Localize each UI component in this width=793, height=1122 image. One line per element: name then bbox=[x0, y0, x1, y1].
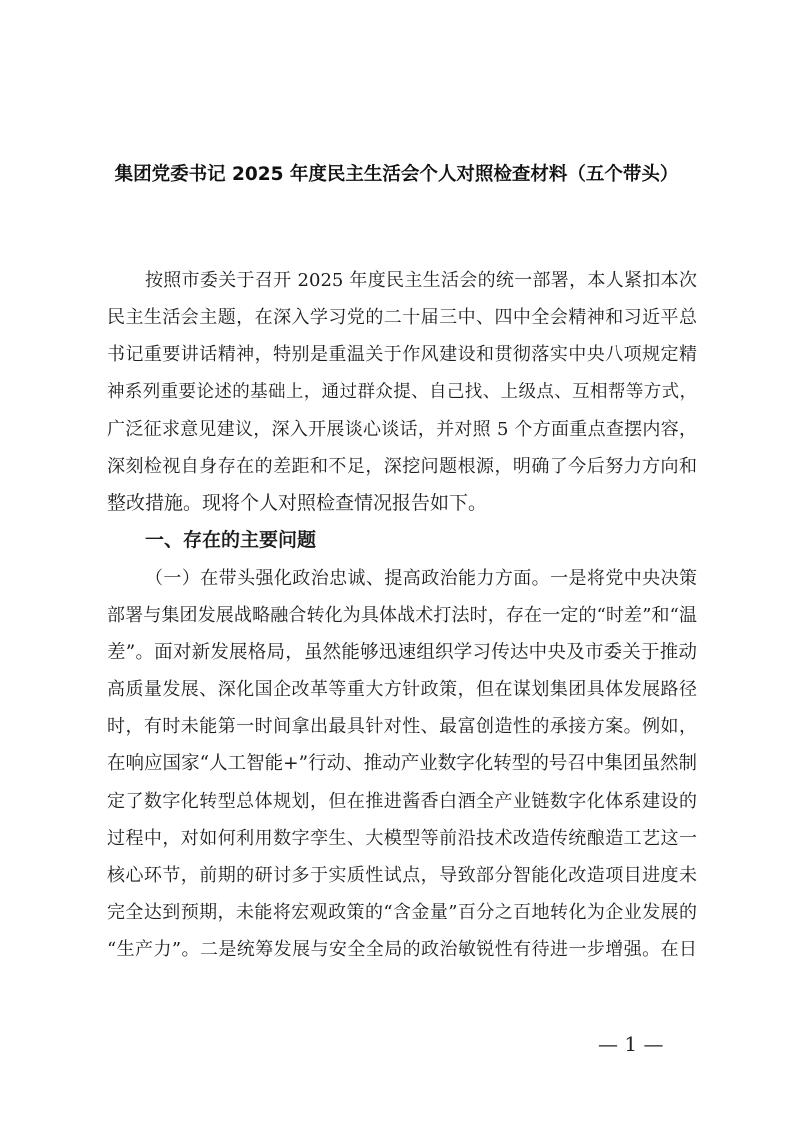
paragraph-line: 按照市委关于召开 2025 年度民主生活会的统一部署，本人紧扣本次 bbox=[145, 270, 697, 291]
paragraph-line: 过程中，对如何利用数字孪生、大模型等前沿技术改造传统酿造工艺这一 bbox=[107, 827, 697, 849]
paragraph-line: 深刻检视自身存在的差距和不足，深挖问题根源，明确了今后努力方向和 bbox=[107, 455, 697, 477]
paragraph-line: 完全达到预期，未能将宏观政策的“含金量”百分之百地转化为企业发展的 bbox=[107, 902, 697, 924]
paragraph-line: 部署与集团发展战略融合转化为具体战术打法时，存在一定的“时差”和“温 bbox=[107, 604, 697, 626]
paragraph-line: 整改措施。现将个人对照检查情况报告如下。 bbox=[107, 492, 488, 515]
paragraph-line: （一）在带头强化政治忠诚、提高政治能力方面。一是将党中央决策 bbox=[145, 567, 697, 589]
paragraph-line: 广泛征求意见建议，深入开展谈心谈话，并对照 5 个方面重点查摆内容， bbox=[107, 418, 697, 440]
paragraph-line: 书记重要讲话精神，特别是重温关于作风建设和贯彻落实中央八项规定精 bbox=[107, 344, 697, 366]
paragraph-line: 核心环节，前期的研讨多于实质性试点，导致部分智能化改造项目进度未 bbox=[107, 865, 697, 886]
document-body bbox=[107, 262, 697, 969]
paragraph-line: 高质量发展、深化国企改革等重大方针政策，但在谋划集团具体发展路径 bbox=[107, 679, 697, 701]
paragraph-line: “生产力”。二是统筹发展与安全全局的政治敏锐性有待进一步增强。在日 bbox=[107, 939, 697, 961]
paragraph-line: 在响应国家“人工智能+”行动、推动产业数字化转型的号召中集团虽然制 bbox=[107, 753, 697, 775]
paragraph-line: 差”。面对新发展格局，虽然能够迅速组织学习传达中央及市委关于推动 bbox=[107, 641, 697, 663]
paragraph-line: 定了数字化转型总体规划，但在推进酱香白酒全产业链数字化体系建设的 bbox=[107, 790, 697, 812]
paragraph-line: 神系列重要论述的基础上，通过群众提、自己找、上级点、互相帮等方式， bbox=[107, 381, 697, 402]
document-title: 集团党委书记 2025 年度民主生活会个人对照检查材料（五个带头） bbox=[114, 164, 679, 185]
section-heading: 一、存在的主要问题 bbox=[145, 529, 317, 552]
page-number: — 1 — bbox=[598, 1032, 664, 1056]
paragraph-line: 时，有时未能第一时间拿出最具针对性、最富创造性的承接方案。例如， bbox=[107, 716, 697, 738]
paragraph-line: 民主生活会主题，在深入学习党的二十届三中、四中全会精神和习近平总 bbox=[107, 307, 697, 329]
